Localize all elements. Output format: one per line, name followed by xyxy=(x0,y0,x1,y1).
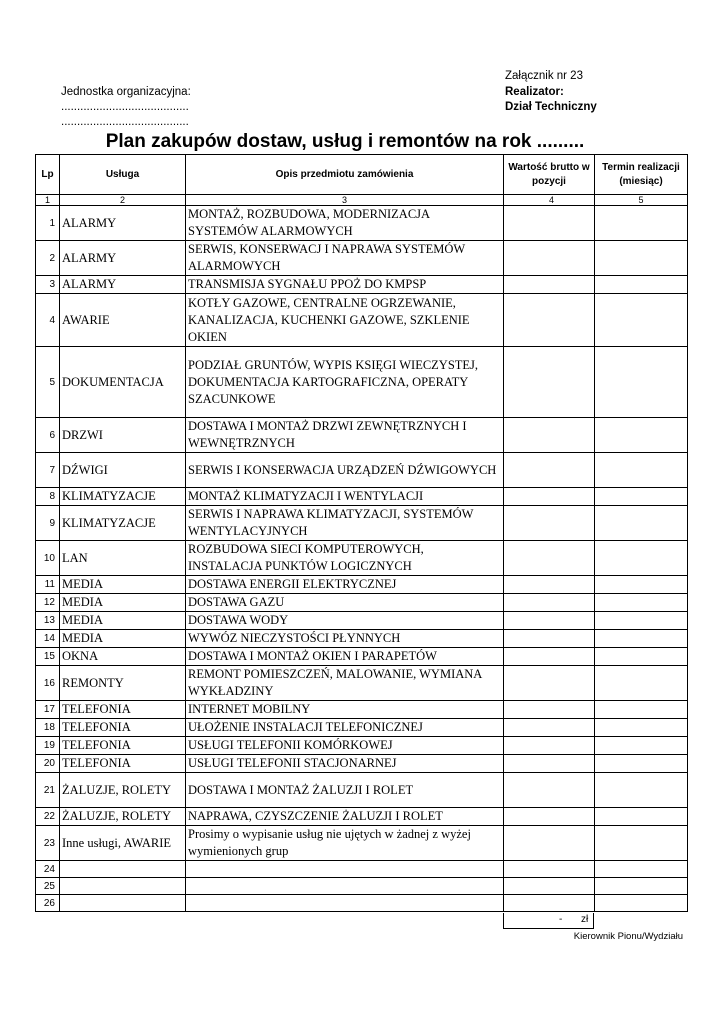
row-opis: DOSTAWA I MONTAŻ DRZWI ZEWNĘTRZNYCH I WEWNĘTRZNYCH xyxy=(186,418,504,453)
row-termin xyxy=(595,630,688,648)
row-lp: 19 xyxy=(36,737,60,755)
row-lp: 14 xyxy=(36,630,60,648)
row-wartosc xyxy=(504,773,595,808)
table-row xyxy=(36,701,688,719)
row-opis: DOSTAWA I MONTAŻ OKIEN I PARAPETÓW xyxy=(186,648,504,666)
row-opis: MONTAŻ, ROZBUDOWA, MODERNIZACJA SYSTEMÓW ALARMOWYCH xyxy=(186,206,504,241)
table-row xyxy=(36,826,688,861)
row-termin xyxy=(595,276,688,294)
row-lp: 11 xyxy=(36,576,60,594)
col-number: 5 xyxy=(595,195,688,206)
row-usluga: MEDIA xyxy=(60,612,186,630)
row-wartosc xyxy=(504,808,595,826)
table-row xyxy=(36,594,688,612)
row-wartosc xyxy=(504,594,595,612)
row-usluga: DŹWIGI xyxy=(60,453,186,488)
row-opis: UŁOŻENIE INSTALACJI TELEFONICZNEJ xyxy=(186,719,504,737)
row-wartosc xyxy=(504,206,595,241)
row-opis: DOSTAWA GAZU xyxy=(186,594,504,612)
row-opis: PODZIAŁ GRUNTÓW, WYPIS KSIĘGI WIECZYSTEJ, DOKUMENTACJA KARTOGRAFICZNA, OPERATY SZACUNKOWE xyxy=(186,347,504,418)
row-opis: INTERNET MOBILNY xyxy=(186,701,504,719)
table-row xyxy=(36,755,688,773)
row-lp: 3 xyxy=(36,276,60,294)
row-lp: 2 xyxy=(36,241,60,276)
row-opis: USŁUGI TELEFONII KOMÓRKOWEJ xyxy=(186,737,504,755)
row-opis: WYWÓZ NIECZYSTOŚCI PŁYNNYCH xyxy=(186,630,504,648)
row-opis: ROZBUDOWA SIECI KOMPUTEROWYCH, INSTALACJA PUNKTÓW LOGICZNYCH xyxy=(186,541,504,576)
row-opis: DOSTAWA WODY xyxy=(186,612,504,630)
column-number-row xyxy=(36,195,688,206)
row-termin xyxy=(595,594,688,612)
row-termin xyxy=(595,576,688,594)
row-lp: 9 xyxy=(36,506,60,541)
row-usluga: OKNA xyxy=(60,648,186,666)
row-wartosc xyxy=(504,755,595,773)
row-opis: KOTŁY GAZOWE, CENTRALNE OGRZEWANIE, KANALIZACJA, KUCHENKI GAZOWE, SZKLENIE OKIEN xyxy=(186,294,504,347)
row-termin xyxy=(595,206,688,241)
row-usluga: TELEFONIA xyxy=(60,737,186,755)
row-lp: 23 xyxy=(36,826,60,861)
row-termin xyxy=(595,826,688,861)
row-usluga: AWARIE xyxy=(60,294,186,347)
row-opis: SERWIS I KONSERWACJA URZĄDZEŃ DŹWIGOWYCH xyxy=(186,453,504,488)
row-opis: MONTAŻ KLIMATYZACJI I WENTYLACJI xyxy=(186,488,504,506)
row-termin xyxy=(595,453,688,488)
row-lp: 16 xyxy=(36,666,60,701)
table-row xyxy=(36,861,688,878)
row-lp: 20 xyxy=(36,755,60,773)
row-opis: NAPRAWA, CZYSZCZENIE ŻALUZJI I ROLET xyxy=(186,808,504,826)
row-usluga: ŻALUZJE, ROLETY xyxy=(60,808,186,826)
row-wartosc xyxy=(504,506,595,541)
row-opis: DOSTAWA ENERGII ELEKTRYCZNEJ xyxy=(186,576,504,594)
row-wartosc xyxy=(504,630,595,648)
row-lp: 8 xyxy=(36,488,60,506)
row-termin xyxy=(595,895,688,912)
attachment-number: Załącznik nr 23 xyxy=(505,70,583,82)
row-lp: 12 xyxy=(36,594,60,612)
row-termin xyxy=(595,506,688,541)
row-wartosc xyxy=(504,241,595,276)
table-row xyxy=(36,241,688,276)
row-opis: TRANSMISJA SYGNAŁU PPOŻ DO KMPSP xyxy=(186,276,504,294)
row-usluga: ALARMY xyxy=(60,276,186,294)
total-currency: zł xyxy=(581,914,589,925)
department-name: Dział Techniczny xyxy=(505,101,597,113)
table-row xyxy=(36,541,688,576)
row-opis: Prosimy o wypisanie usług nie ujętych w żadnej z wyżej wymienionych grup xyxy=(186,826,504,861)
total-dash: - xyxy=(559,914,563,925)
row-usluga: LAN xyxy=(60,541,186,576)
row-usluga: MEDIA xyxy=(60,594,186,612)
row-wartosc xyxy=(504,576,595,594)
row-usluga: MEDIA xyxy=(60,630,186,648)
table-row xyxy=(36,576,688,594)
col-header-wartosc: Wartość brutto w pozycji xyxy=(504,155,595,195)
row-wartosc xyxy=(504,826,595,861)
col-header-opis: Opis przedmiotu zamówienia xyxy=(186,155,504,195)
row-usluga: KLIMATYZACJE xyxy=(60,488,186,506)
row-termin xyxy=(595,612,688,630)
row-lp: 15 xyxy=(36,648,60,666)
row-usluga xyxy=(60,878,186,895)
table-row xyxy=(36,294,688,347)
row-usluga: REMONTY xyxy=(60,666,186,701)
row-wartosc xyxy=(504,276,595,294)
table-row xyxy=(36,719,688,737)
table-row xyxy=(36,878,688,895)
row-opis: DOSTAWA I MONTAŻ ŻALUZJI I ROLET xyxy=(186,773,504,808)
row-usluga: DOKUMENTACJA xyxy=(60,347,186,418)
row-usluga: TELEFONIA xyxy=(60,719,186,737)
table-row xyxy=(36,488,688,506)
row-termin xyxy=(595,418,688,453)
row-termin xyxy=(595,861,688,878)
row-lp: 26 xyxy=(36,895,60,912)
table-row xyxy=(36,206,688,241)
org-dots-line-1: ........................................ xyxy=(61,101,189,113)
row-lp: 10 xyxy=(36,541,60,576)
table-row xyxy=(36,666,688,701)
table-row xyxy=(36,737,688,755)
row-wartosc xyxy=(504,418,595,453)
table-row xyxy=(36,506,688,541)
row-termin xyxy=(595,773,688,808)
signature-label: Kierownik Pionu/Wydziału xyxy=(573,931,683,942)
realizator-label: Realizator: xyxy=(505,85,564,98)
row-wartosc xyxy=(504,648,595,666)
row-usluga xyxy=(60,861,186,878)
row-opis xyxy=(186,878,504,895)
table-row xyxy=(36,612,688,630)
row-wartosc xyxy=(504,541,595,576)
row-lp: 13 xyxy=(36,612,60,630)
row-opis xyxy=(186,895,504,912)
row-wartosc xyxy=(504,701,595,719)
table-row xyxy=(36,895,688,912)
row-usluga: TELEFONIA xyxy=(60,701,186,719)
table-row xyxy=(36,648,688,666)
row-wartosc xyxy=(504,895,595,912)
row-termin xyxy=(595,488,688,506)
col-header-usluga: Usługa xyxy=(60,155,186,195)
table-row xyxy=(36,276,688,294)
row-termin xyxy=(595,808,688,826)
table-row xyxy=(36,630,688,648)
row-termin xyxy=(595,648,688,666)
row-opis: SERWIS I NAPRAWA KLIMATYZACJI, SYSTEMÓW WENTYLACYJNYCH xyxy=(186,506,504,541)
row-termin xyxy=(595,878,688,895)
row-termin xyxy=(595,719,688,737)
row-usluga: KLIMATYZACJE xyxy=(60,506,186,541)
row-lp: 25 xyxy=(36,878,60,895)
row-lp: 18 xyxy=(36,719,60,737)
row-usluga: Inne usługi, AWARIE xyxy=(60,826,186,861)
row-opis: REMONT POMIESZCZEŃ, MALOWANIE, WYMIANA WYKŁADZINY xyxy=(186,666,504,701)
row-usluga: ALARMY xyxy=(60,241,186,276)
row-termin xyxy=(595,241,688,276)
row-wartosc xyxy=(504,453,595,488)
row-wartosc xyxy=(504,878,595,895)
row-termin xyxy=(595,737,688,755)
row-usluga: TELEFONIA xyxy=(60,755,186,773)
procurement-table xyxy=(35,154,688,912)
col-number: 2 xyxy=(60,195,186,206)
col-number: 3 xyxy=(186,195,504,206)
row-termin xyxy=(595,701,688,719)
table-row xyxy=(36,773,688,808)
row-wartosc xyxy=(504,294,595,347)
page-title: Plan zakupów dostaw, usług i remontów na rok ......... xyxy=(105,131,585,152)
row-termin xyxy=(595,666,688,701)
row-wartosc xyxy=(504,666,595,701)
row-usluga: ŻALUZJE, ROLETY xyxy=(60,773,186,808)
total-value-cell xyxy=(503,913,594,929)
row-termin xyxy=(595,294,688,347)
row-usluga: DRZWI xyxy=(60,418,186,453)
table-row xyxy=(36,347,688,418)
org-label: Jednostka organizacyjna: xyxy=(61,86,191,98)
row-lp: 1 xyxy=(36,206,60,241)
row-usluga xyxy=(60,895,186,912)
row-lp: 24 xyxy=(36,861,60,878)
row-wartosc xyxy=(504,612,595,630)
col-number: 1 xyxy=(36,195,60,206)
row-lp: 22 xyxy=(36,808,60,826)
row-wartosc xyxy=(504,347,595,418)
row-opis: USŁUGI TELEFONII STACJONARNEJ xyxy=(186,755,504,773)
table-row xyxy=(36,418,688,453)
col-header-termin: Termin realizacji (miesiąc) xyxy=(595,155,688,195)
row-lp: 4 xyxy=(36,294,60,347)
row-wartosc xyxy=(504,488,595,506)
col-number: 4 xyxy=(504,195,595,206)
row-termin xyxy=(595,755,688,773)
row-opis: SERWIS, KONSERWACJ I NAPRAWA SYSTEMÓW ALARMOWYCH xyxy=(186,241,504,276)
row-wartosc xyxy=(504,719,595,737)
row-lp: 17 xyxy=(36,701,60,719)
org-dots-line-2: ........................................ xyxy=(61,116,189,128)
row-usluga: MEDIA xyxy=(60,576,186,594)
row-lp: 21 xyxy=(36,773,60,808)
col-header-lp: Lp xyxy=(36,155,60,195)
organization-block xyxy=(61,85,191,130)
row-usluga: ALARMY xyxy=(60,206,186,241)
row-termin xyxy=(595,347,688,418)
row-opis xyxy=(186,861,504,878)
table-row xyxy=(36,453,688,488)
realizator-block xyxy=(505,69,597,116)
row-lp: 7 xyxy=(36,453,60,488)
row-wartosc xyxy=(504,737,595,755)
row-wartosc xyxy=(504,861,595,878)
row-lp: 6 xyxy=(36,418,60,453)
row-lp: 5 xyxy=(36,347,60,418)
table-header-row xyxy=(36,155,688,195)
table-row xyxy=(36,808,688,826)
row-termin xyxy=(595,541,688,576)
